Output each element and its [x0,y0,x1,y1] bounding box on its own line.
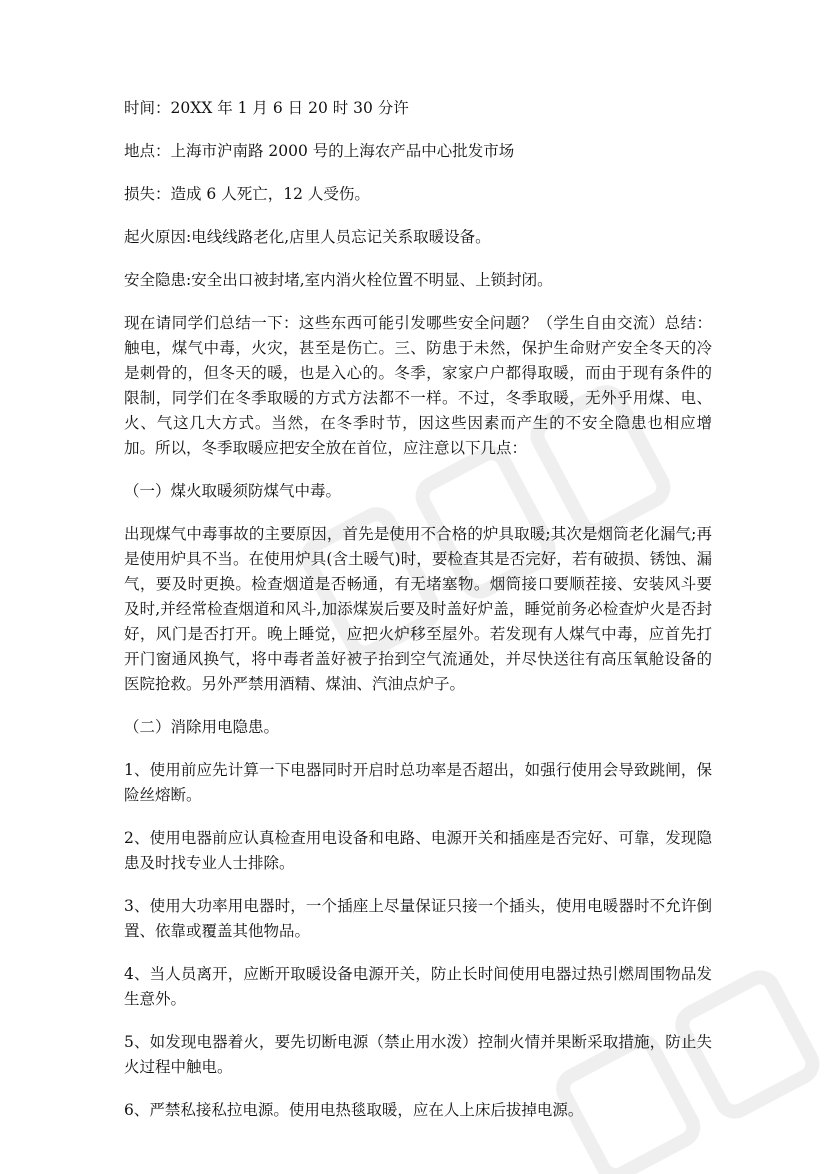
list-item-6: 6、严禁私接私拉电源。使用电热毯取暖，应在人上床后拔掉电源。 [124,1101,584,1119]
section-heading-coal-heating: （一）煤火取暖须防煤气中毒。 [124,482,342,500]
list-item-3: 3、使用大功率用电器时，一个插座上尽量保证只接一个插头，使用电暖器时不允许倒置、依靠或覆盖其他物品。 [124,897,712,940]
list-item-2: 2、使用电器前应认真检查用电设备和电路、电源开关和插座是否完好、可靠，发现隐患及时找专业人士排除。 [124,829,712,872]
list-item-4: 4、当人员离开，应断开取暖设备电源开关，防止长时间使用电器过热引燃周围物品发生意外。 [124,965,712,1008]
list-item-5: 5、如发现电器着火，要先切断电源（禁止用水泼）控制火情并果断采取措施，防止失火过程中触电。 [124,1033,712,1076]
paragraph-location: 地点：上海市沪南路 2000 号的上海农产品中心批发市场 [124,142,515,160]
paragraph-summary: 现在请同学们总结一下：这些东西可能引发哪些安全问题？（学生自由交流）总结：触电，煤气中毒，火灾，甚至是伤亡。三、防患于未然，保护生命财产安全冬天的冷是刺骨的，但冬天的暖，也是入心的。冬季，家家户户都得取暖，而由于现有条件的限制，同学们在冬季取暖的方式方法都不一样。不过，冬季取暖，无外乎用煤、电、火、气这几大方式。当然，在冬季时节，因这些因素而产生的不安全隐患也相应增加。所以，冬季取暖应把安全放在首位，应注意以下几点： [124,314,712,457]
paragraph-time: 时间：20XX 年 1 月 6 日 20 时 30 分许 [124,99,409,117]
paragraph-safety-hazard: 安全隐患:安全出口被封堵,室内消火栓位置不明显、上锁封闭。 [124,271,553,289]
paragraph-gas-poisoning: 出现煤气中毒事故的主要原因，首先是使用不合格的炉具取暖;其次是烟筒老化漏气;再是使用炉具不当。在使用炉具(含土暖气)时，要检查其是否完好，若有破损、锈蚀、漏气，要及时更换。检查烟道是否畅通，有无堵塞物。烟筒接口要顺茬接、安装风斗要及时,并经常检查烟道和风斗,加添煤炭后要及时盖好炉盖，睡觉前务必检查炉火是否封好，风门是否打开。晚上睡觉，应把火炉移至屋外。若发现有人煤气中毒，应首先打开门窗通风换气，将中毒者盖好被子抬到空气流通处，并尽快送往有高压氧舱设备的医院抢救。另外严禁用酒精、煤油、汽油点炉子。 [124,525,712,693]
paragraph-fire-cause: 起火原因:电线线路老化,店里人员忘记关系取暖设备。 [124,228,491,246]
document-body [124,96,712,1141]
list-item-1: 1、使用前应先计算一下电器同时开启时总功率是否超出，如强行使用会导致跳闸，保险丝熔断。 [124,761,712,804]
paragraph-loss: 损失：造成 6 人死亡，12 人受伤。 [124,185,370,203]
section-heading-electric-hazard: （二）消除用电隐患。 [124,718,280,736]
